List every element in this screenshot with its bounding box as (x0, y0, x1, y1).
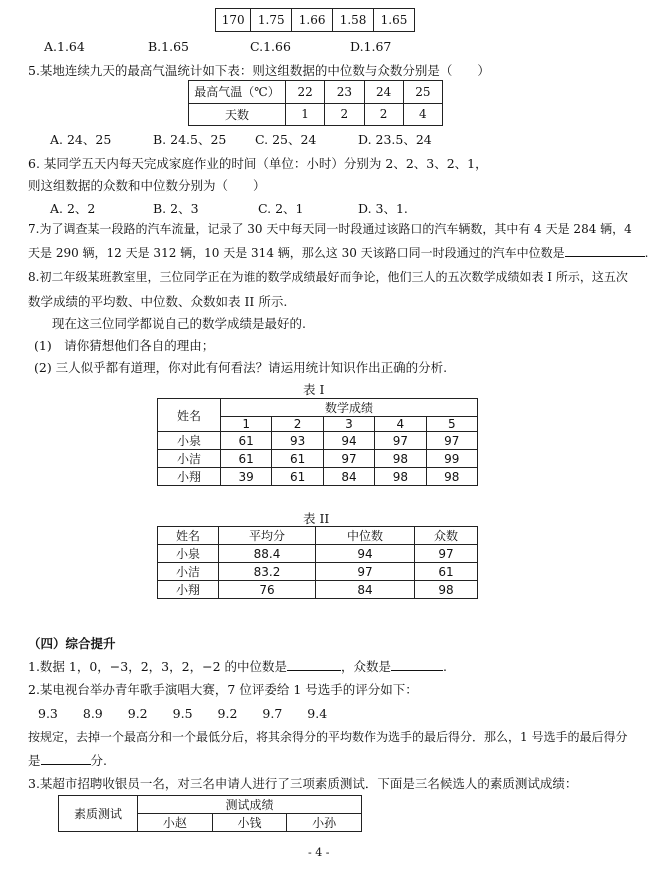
q8-line1: 8.初二年级某班教室里，三位同学正在为谁的数学成绩最好而争论，他们三人的五次数学成绩如表 I 所示，这五次 (28, 270, 628, 284)
table1-cell: 84 (323, 468, 374, 486)
s4-q1-text-c: . (443, 659, 447, 674)
top-cell: 170 (216, 9, 251, 32)
q5-cell: 22 (286, 81, 325, 104)
s4-q1 (28, 657, 447, 675)
top-data-table (215, 8, 415, 32)
table1-col-header: 2 (272, 417, 323, 432)
q6-line2: 则这组数据的众数和中位数分别为（ ） (28, 178, 266, 193)
s4-q2-line3: 按规定，去掉一个最高分和一个最低分后，将其余得分的平均数作为选手的最后得分．那么，1 号选手的最后得分 (28, 730, 628, 744)
table2-cell: 76 (219, 581, 316, 599)
section4-title: （四）综合提升 (28, 636, 116, 651)
page-number: - 4 - (308, 846, 330, 859)
table2-cell: 88.4 (219, 545, 316, 563)
s4-q2-line1: 2.某电视台举办青年歌手演唱大赛，7 位评委给 1 号选手的评分如下： (28, 682, 418, 697)
table2-cell: 97 (316, 563, 415, 581)
q4-option-c: C.1.66 (250, 39, 291, 54)
table1-group-header: 数学成绩 (221, 399, 478, 417)
table1-cell: 97 (426, 432, 477, 450)
q6-option-a: A. 2、2 (50, 201, 96, 216)
table1-col-header: 3 (323, 417, 374, 432)
s4-q3-col-header: 小钱 (212, 814, 287, 832)
top-cell: 1.58 (333, 9, 374, 32)
q5-option-d: D. 23.5、24 (358, 132, 432, 147)
table2-cell: 84 (316, 581, 415, 599)
table-row (158, 563, 478, 581)
q6-line1: 6. 某同学五天内每天完成家庭作业的时间（单位：小时）分别为 2、2、3、2、1， (28, 156, 488, 171)
s4-q1-blank-median[interactable] (287, 658, 341, 671)
q8-sub1: (1) 请你猜想他们各自的理由； (34, 338, 215, 353)
table1-caption: 表 I (303, 382, 325, 397)
q6-option-d: D. 3、1. (358, 201, 408, 216)
table-row (158, 581, 478, 599)
top-cell: 1.75 (251, 9, 292, 32)
q8-sub2: (2) 三人似乎都有道理，你对此有何看法？请运用统计知识作出正确的分析. (34, 360, 448, 375)
s4-q3-row-header: 素质测试 (59, 796, 138, 832)
q6-option-c: C. 2、1 (258, 201, 304, 216)
q5-cell: 4 (403, 103, 442, 126)
q5-cell: 24 (364, 81, 403, 104)
q7-line1: 7.为了调查某一段路的汽车流量，记录了 30 天中每天同一时段通过该路口的汽车辆数，其中有 4 天是 284 辆，4 (28, 222, 632, 236)
s4-q2-line4-b: 分. (90, 753, 107, 768)
q6-option-b: B. 2、3 (153, 201, 199, 216)
table1-cell: 61 (272, 450, 323, 468)
table1-col-header: 1 (221, 417, 272, 432)
top-cell: 1.66 (292, 9, 333, 32)
table1-name: 小翔 (158, 468, 221, 486)
table1-col-header: 4 (375, 417, 426, 432)
table2 (157, 526, 478, 599)
table1-cell: 39 (221, 468, 272, 486)
table-row (158, 468, 478, 486)
q8-line2: 数学成绩的平均数、中位数、众数如表 II 所示. (28, 294, 288, 309)
table2-header: 中位数 (316, 527, 415, 545)
table2-cell: 小泉 (158, 545, 219, 563)
q4-option-b: B.1.65 (148, 39, 189, 54)
table1-cell: 97 (323, 450, 374, 468)
table2-header: 众数 (415, 527, 478, 545)
table1-name: 小洁 (158, 450, 221, 468)
table1-cell: 98 (375, 450, 426, 468)
s4-q1-text-a: 1.数据 1，0，−3，2，3，2，−2 的中位数是 (28, 659, 287, 674)
q5-cell: 23 (325, 81, 364, 104)
table-row (158, 432, 478, 450)
table-row (158, 545, 478, 563)
table1-cell: 61 (221, 432, 272, 450)
table1-name: 小泉 (158, 432, 221, 450)
s4-q2-line4-a: 是 (28, 753, 41, 768)
table1-cell: 97 (375, 432, 426, 450)
q5-row1-label: 最高气温（℃） (189, 81, 286, 104)
q7-answer-blank[interactable] (565, 244, 645, 257)
table2-caption: 表 II (303, 511, 330, 526)
q5-cell: 1 (286, 103, 325, 126)
q5-row2-label: 天数 (189, 103, 286, 126)
table-row (158, 450, 478, 468)
q5-table (188, 80, 443, 126)
s4-q2-line4 (28, 751, 107, 769)
q5-cell: 2 (364, 103, 403, 126)
q8-line3: 现在这三位同学都说自己的数学成绩是最好的. (52, 316, 306, 331)
q5-option-a: A. 24、25 (50, 132, 112, 147)
s4-q3-table (58, 795, 362, 832)
table1-cell: 98 (375, 468, 426, 486)
s4-q3-col-header: 小赵 (138, 814, 213, 832)
q5-cell: 2 (325, 103, 364, 126)
table1-col-header: 5 (426, 417, 477, 432)
table2-header: 平均分 (219, 527, 316, 545)
q4-option-d: D.1.67 (350, 39, 392, 54)
q5-text: 5.某地连续九天的最高气温统计如下表：则这组数据的中位数与众数分别是（ ） (28, 63, 490, 78)
q7-line2-text: 天是 290 辆，12 天是 312 辆，10 天是 314 辆，那么这 30 天该路口同一时段通过的汽车中位数是 (28, 246, 565, 260)
top-cell: 1.65 (374, 9, 415, 32)
table1-cell: 94 (323, 432, 374, 450)
s4-q3-col-header: 小孙 (287, 814, 362, 832)
table2-header: 姓名 (158, 527, 219, 545)
table1-cell: 99 (426, 450, 477, 468)
q5-cell: 25 (403, 81, 442, 104)
q4-option-a: A.1.64 (44, 39, 85, 54)
table2-cell: 98 (415, 581, 478, 599)
table1 (157, 398, 478, 486)
table2-cell: 97 (415, 545, 478, 563)
table2-cell: 小翔 (158, 581, 219, 599)
q5-option-c: C. 25、24 (255, 132, 317, 147)
s4-q2-blank-score[interactable] (41, 752, 91, 765)
table1-cell: 93 (272, 432, 323, 450)
s4-q3-line1: 3.某超市招聘收银员一名，对三名申请人进行了三项素质测试．下面是三名候选人的素质测试成绩： (28, 776, 578, 791)
table1-cell: 61 (272, 468, 323, 486)
s4-q2-scores: 9.3 8.9 9.2 9.5 9.2 9.7 9.4 (38, 706, 328, 721)
s4-q3-group-header: 测试成绩 (138, 796, 362, 814)
table2-cell: 83.2 (219, 563, 316, 581)
q5-option-b: B. 24.5、25 (153, 132, 227, 147)
s4-q1-blank-mode[interactable] (391, 658, 443, 671)
q7-line2 (28, 244, 649, 261)
table1-cell: 61 (221, 450, 272, 468)
table2-cell: 94 (316, 545, 415, 563)
table1-cell: 98 (426, 468, 477, 486)
s4-q1-text-b: ，众数是 (341, 659, 392, 674)
table2-cell: 61 (415, 563, 478, 581)
table2-cell: 小洁 (158, 563, 219, 581)
q7-line2-end: . (644, 246, 649, 260)
table1-name-header: 姓名 (158, 399, 221, 432)
